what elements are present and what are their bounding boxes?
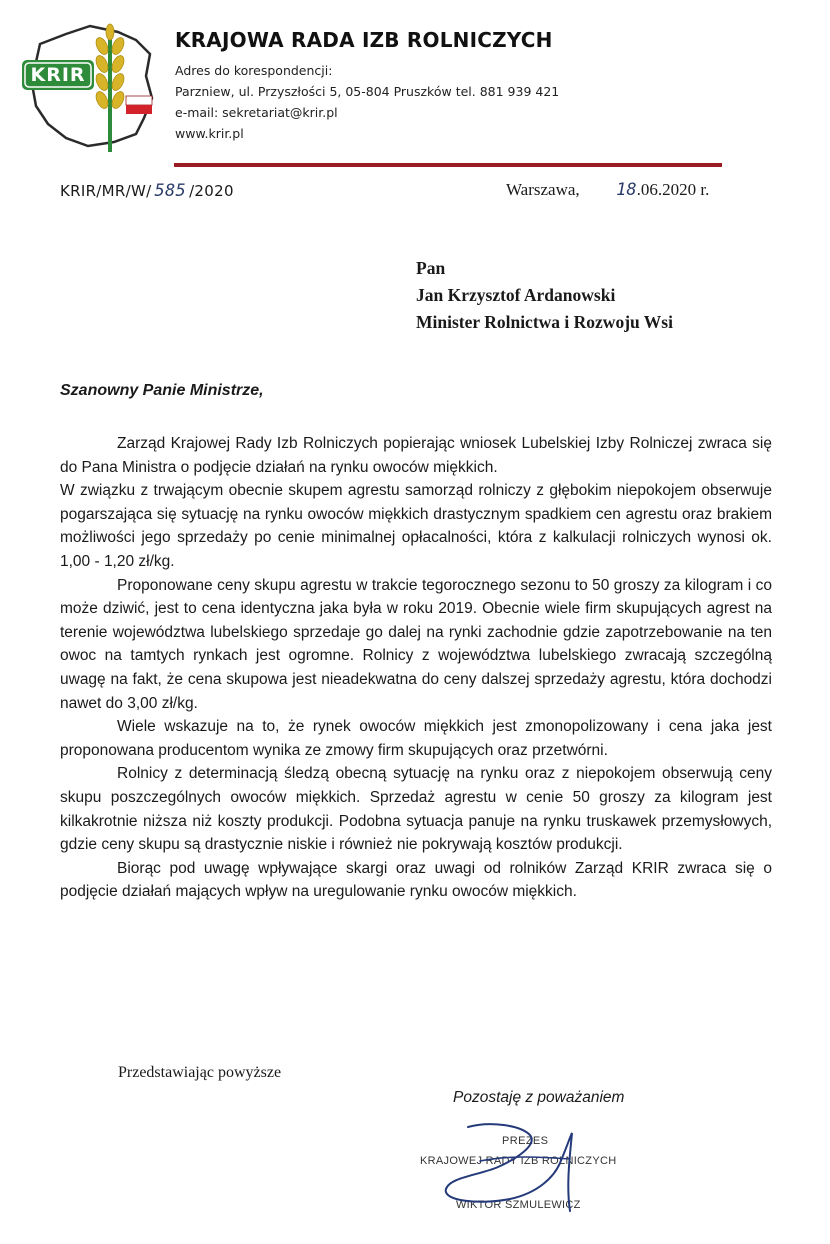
date-day-handwritten: 18 xyxy=(616,180,637,200)
website: www.krir.pl xyxy=(175,126,244,141)
letter-body xyxy=(60,432,772,904)
addressee-name: Jan Krzysztof Ardanowski xyxy=(416,285,616,305)
paragraph: Biorąc pod uwagę wpływające skargi oraz uwagi od rolników Zarząd KRIR zwraca się o podjęcie działań mających wpływ na uregulowanie rynku owoców miękkich. xyxy=(60,859,772,901)
paragraph: Rolnicy z determinacją śledzą obecną sytuację na rynku oraz z niepokojem obserwują ceny skupu poszczególnych owoców miękkich. Sprzedaż agrestu w cenie 50 groszy za kilogram jest kilkakrotnie niższa niż koszty produkcji. Podobna sytuacja panuje na rynku truskawek przemysłowych, gdzie ceny skupu są drastycznie niskie i również nie pokrywają kosztów produkcji. xyxy=(60,765,772,854)
closing-phrase: Przedstawiając powyższe xyxy=(118,1064,282,1081)
letterhead-divider xyxy=(174,163,722,167)
stamp-organization: KRAJOWEJ RADY IZB ROLNICZYCH xyxy=(420,1155,617,1167)
valediction: Pozostaję z poważaniem xyxy=(453,1089,625,1106)
addressee-position: Minister Rolnictwa i Rozwoju Wsi xyxy=(416,312,673,332)
reference-number xyxy=(60,181,234,201)
signature-stamp xyxy=(420,1115,650,1220)
paragraph: Wiele wskazuje na to, że rynek owoców miękkich jest zmonopolizowany i cena jaka jest proponowana producentom wynika ze zmowy firm skupujących oraz przetwórni. xyxy=(60,718,772,759)
salutation: Szanowny Panie Ministrze, xyxy=(60,382,264,399)
email: e-mail: sekretariat@krir.pl xyxy=(175,105,338,120)
paragraph: Zarząd Krajowej Rady Izb Rolniczych popierając wniosek Lubelskiej Izby Rolniczej zwraca się do Pana Ministra o podjęcie działań na rynku owoców miękkich. xyxy=(60,435,772,476)
reference-prefix: KRIR/MR/W/ xyxy=(60,182,152,200)
date-place: Warszawa, xyxy=(506,180,580,199)
address-label: Adres do korespondencji: xyxy=(175,63,333,78)
letterhead xyxy=(175,28,559,144)
org-name: KRAJOWA RADA IZB ROLNICZYCH xyxy=(175,28,553,52)
reference-suffix: /2020 xyxy=(189,182,234,200)
addressee xyxy=(416,255,673,336)
paragraph: W związku z trwającym obecnie skupem agrestu samorząd rolniczy z głębokim niepokojem obserwuje pogarszająca się sytuację na rynku owoców miękkich drastycznym spadkiem cen agrestu oraz brakiem możliwości jego sprzedaży po cenie minimalnej opłacalności, która z kalkulacji rolniczych wynosi ok. 1,00 - 1,20 zł/kg. xyxy=(60,482,772,570)
stamp-title: PREZES xyxy=(502,1135,549,1147)
krir-logo xyxy=(18,14,168,164)
logo-text: KRIR xyxy=(30,64,86,86)
stamp-name: WIKTOR SZMULEWICZ xyxy=(456,1199,581,1211)
date xyxy=(506,180,709,200)
addressee-title: Pan xyxy=(416,258,446,278)
date-rest: .06.2020 r. xyxy=(636,180,710,199)
paragraph: Proponowane ceny skupu agrestu w trakcie tegorocznego sezonu to 50 groszy za kilogram i co może dziwić, jest to cena identyczna jaka była w roku 2019. Obecnie wiele firm skupujących agrest na terenie województwa lubelskiego sprzedaje go dalej na rynki zachodnie gdzie zapotrzebowanie na ten owoc na tamtych rynkach jest ogromne. Rolnicy z województwa lubelskiego zwracają szczególną uwagę na fakt, że cena skupowa jest nieadekwatna do ceny dalszej sprzedaży agrestu, która dochodzi nawet do 3,00 zł/kg. xyxy=(60,576,772,712)
handwritten-signature xyxy=(420,1115,650,1220)
reference-handwritten-number: 585 xyxy=(154,181,187,201)
address: Parzniew, ul. Przyszłości 5, 05-804 Pruszków tel. 881 939 421 xyxy=(175,84,560,99)
